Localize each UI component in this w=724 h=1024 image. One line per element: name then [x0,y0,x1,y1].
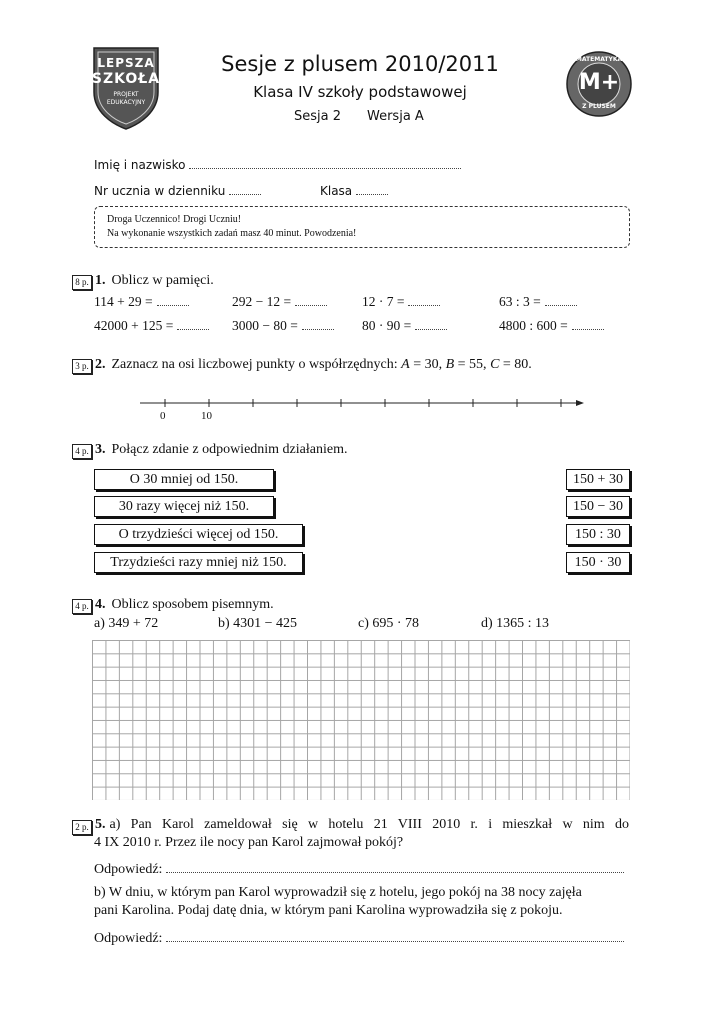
axis-label-0: 0 [160,410,166,422]
logo-right-top-text: MATEMATYKA [575,56,623,63]
name-field[interactable] [189,168,461,169]
page-subtitle: Klasa IV szkoły podstawowej [253,83,467,101]
task2-title: 2. Zaznacz na osi liczbowej punkty o współrzędnych: A = 30, B = 55, C = 80. [95,357,532,372]
answer-a-row [94,862,624,878]
task1-text: Oblicz w pamięci. [111,273,214,288]
number-field-row [94,184,261,198]
answer-b-field[interactable] [166,941,624,942]
notice-box [94,206,630,248]
task4-item-b: b) 4301 − 425 [218,616,298,631]
task2-number: 2. [95,357,106,372]
task4-text: Oblicz sposobem pisemnym. [111,597,274,612]
task5-part-b-line1: b) W dniu, w którym pan Karol wyprowadził się z hotelu, jego pokój na 38 nocy zajęła [94,885,582,900]
task5-points: 2 p. [72,820,92,835]
session-label: Sesja 2 [294,109,342,124]
logo-left-line3: PROJEKT [113,91,139,98]
task4-number: 4. [95,597,106,612]
operation-box-1[interactable]: 150 + 30 [566,469,630,490]
notice-line1: Droga Uczennico! Drogi Uczniu! [107,214,242,225]
operation-box-3[interactable]: 150 : 30 [566,524,630,545]
answer-a-label: Odpowiedź: [94,862,163,877]
task1-r2c1: 42000 + 125 = [94,318,209,334]
task1-r1c1: 114 + 29 = [94,294,189,310]
logo-right-mark: M+ [578,70,620,95]
task1-points: 8 p. [72,275,92,290]
operation-box-2[interactable]: 150 − 30 [566,496,630,517]
page-title: Sesje z plusem 2010/2011 [221,52,499,76]
task1-r2c4: 4800 : 600 = [499,318,604,334]
calculation-grid[interactable] [92,640,630,800]
number-label: Nr ucznia w dzienniku [94,184,226,198]
sentence-box-1[interactable]: O 30 mniej od 150. [94,469,274,490]
task3-text: Połącz zdanie z odpowiednim działaniem. [111,442,348,457]
sentence-box-4[interactable]: Trzydzieści razy mniej niż 150. [94,552,303,573]
sentence-box-2[interactable]: 30 razy więcej niż 150. [94,496,274,517]
task3-points: 4 p. [72,444,92,459]
version-label: Wersja A [367,109,424,124]
axis-label-10: 10 [201,410,212,422]
task2-points: 3 p. [72,359,92,374]
task5-part-b-line2: pani Karolina. Podaj datę dnia, w którym pani Karolina wyprowadziła się z pokoju. [94,903,563,918]
class-field-row [320,184,388,198]
task3-number: 3. [95,442,106,457]
class-label: Klasa [320,184,353,198]
logo-left-line1: LEPSZA [97,56,155,70]
task5-line1 [95,817,629,833]
task5-part-a-line2: 4 IX 2010 r. Przez ile nocy pan Karol zajmował pokój? [94,835,404,850]
number-field[interactable] [229,194,261,195]
name-field-row [94,158,461,172]
task5-part-a-line1: a) Pan Karol zameldował się w hotelu 21 VIII 2010 r. i mieszkał w nim do [109,817,629,832]
logo-right-bottom-text: Z PLUSEM [582,103,616,110]
class-field[interactable] [356,194,388,195]
logo-left-line4: EDUKACYJNY [106,99,146,106]
task3-title [95,442,347,458]
answer-b-row [94,931,624,947]
answer-b-label: Odpowiedź: [94,931,163,946]
task2-text: Zaznacz na osi liczbowej punkty o współrzędnych: [111,357,398,372]
task4-item-c: c) 695 · 78 [358,616,420,631]
task5-number: 5. [95,817,106,832]
task1-r2c3: 80 · 90 = [362,318,447,334]
logo-left [88,44,164,130]
task4-points: 4 p. [72,599,92,614]
operation-box-4[interactable]: 150 · 30 [566,552,630,573]
task1-r1c4: 63 : 3 = [499,294,577,310]
task1-r1c3: 12 · 7 = [362,294,440,310]
task1-r2c2: 3000 − 80 = [232,318,334,334]
task1-r1c2: 292 − 12 = [232,294,327,310]
notice-line2: Na wykonanie wszystkich zadań masz 40 minut. Powodzenia! [107,228,357,239]
task4-item-d: d) 1365 : 13 [481,616,550,631]
task1-number: 1. [95,273,106,288]
task4-item-a: a) 349 + 72 [94,616,159,631]
logo-right [565,50,633,118]
name-label: Imię i nazwisko [94,158,186,172]
logo-left-line2: SZKOŁA [91,71,161,87]
sentence-box-3[interactable]: O trzydzieści więcej od 150. [94,524,303,545]
task1-title [95,273,214,289]
answer-a-field[interactable] [166,872,624,873]
task4-title [95,597,274,613]
